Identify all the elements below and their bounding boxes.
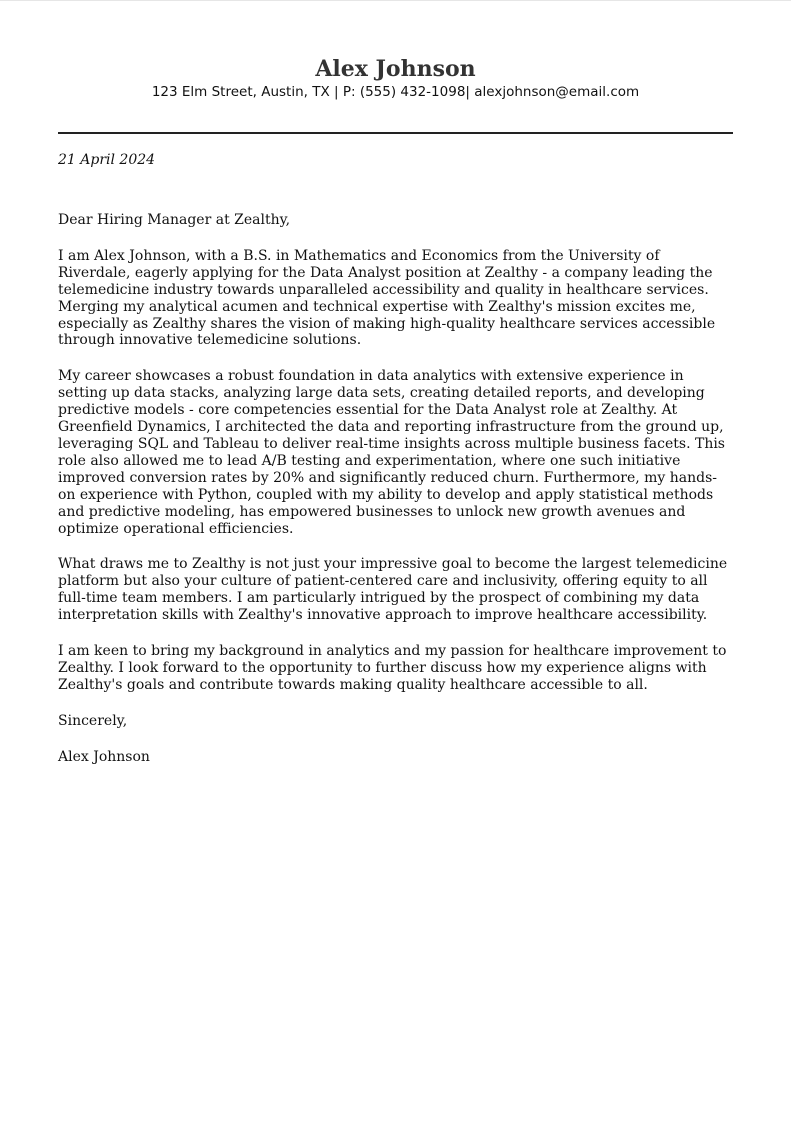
- body-paragraph-2: My career showcases a robust foundation in data analytics with extensive experience in setting up data stacks, analyzing large data sets, creating detailed reports, and developing predictive models - core competencies essential for the Data Analyst role at Zealthy. At Greenfield Dynamics, I architected the data and reporting infrastructure from the ground up, leveraging SQL and Tableau to deliver real-time insights across multiple business facets. This role also allowed me to lead A/B testing and experimentation, where one such initiative improved conversion rates by 20% and significantly reduced churn. Furthermore, my hands-on experience with Python, coupled with my ability to develop and apply statistical methods and predictive modeling, has empowered businesses to unlock new growth avenues and optimize operational efficiencies.: [58, 368, 725, 537]
- signature: Alex Johnson: [58, 748, 150, 765]
- salutation: Dear Hiring Manager at Zealthy,: [58, 212, 291, 228]
- sender-contact-info: 123 Elm Street, Austin, TX | P: (555) 432-1098| alexjohnson@email.com: [151, 84, 640, 100]
- body-paragraph-3: What draws me to Zealthy is not just your impressive goal to become the largest telemedicine platform but also your culture of patient-centered care and inclusivity, offering equity to all full-time team members. I am particularly intrigued by the prospect of combining my data interpretation skills with Zealthy's innovative approach to improve healthcare accessibility.: [58, 556, 728, 624]
- sender-name: Alex Johnson: [315, 56, 476, 82]
- closing: Sincerely,: [58, 712, 128, 729]
- letter-date: 21 April 2024: [58, 152, 156, 168]
- letter-header: [58, 1, 733, 101]
- letter-body: [58, 212, 733, 766]
- header-divider: [58, 132, 733, 134]
- body-paragraph-4: I am keen to bring my background in analytics and my passion for healthcare improvement to Zealthy. I look forward to the opportunity to further discuss how my experience aligns with Zealthy's goals and contribute towards making quality healthcare accessible to all.: [58, 643, 727, 693]
- body-paragraph-1: I am Alex Johnson, with a B.S. in Mathematics and Economics from the University of Riverdale, eagerly applying for the Data Analyst position at Zealthy - a company leading the telemedicine industry towards unparalleled accessibility and quality in healthcare services. Merging my analytical acumen and technical expertise with Zealthy's mission excites me, especially as Zealthy shares the vision of making high-quality healthcare services accessible through innovative telemedicine solutions.: [58, 247, 716, 349]
